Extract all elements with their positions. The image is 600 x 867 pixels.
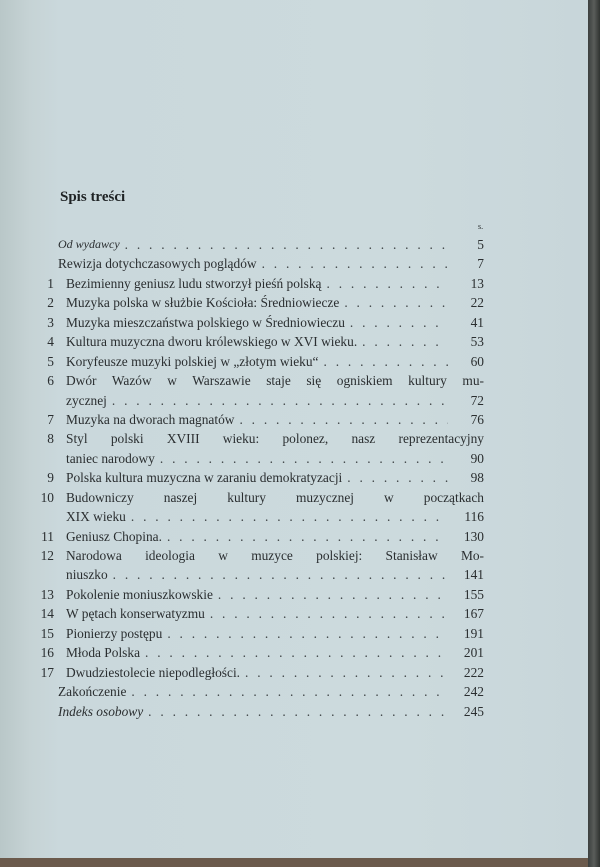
chapter-number: 2 [47, 295, 54, 311]
chapter-number: 3 [47, 314, 54, 330]
page-number: 72 [470, 392, 484, 408]
toc-entry-line [58, 702, 484, 721]
entry-title: XIX wieku [66, 509, 126, 525]
chapter-number: 5 [47, 353, 54, 369]
dot-leader [125, 235, 448, 254]
toc-entry-line [47, 468, 484, 487]
entry-title: Indeks osobowy [58, 703, 144, 719]
chapter-number: 12 [40, 548, 54, 563]
toc-entry-line [58, 507, 484, 526]
chapter-number: 14 [40, 606, 54, 622]
dot-leader [350, 313, 448, 332]
toc-entry-line [58, 235, 484, 254]
page-number: 141 [463, 567, 484, 583]
dot-leader [347, 468, 448, 487]
toc-entry-line [40, 546, 484, 565]
chapter-number: 17 [40, 664, 54, 680]
toc-entry-line [40, 585, 484, 604]
toc-entry-line [58, 254, 484, 273]
page-number: 5 [477, 237, 484, 252]
page-number: 13 [470, 275, 484, 291]
toc-entry-line [47, 429, 484, 448]
page-number: 41 [470, 314, 484, 330]
dot-leader [239, 410, 448, 429]
page-number: 245 [463, 703, 484, 719]
entry-title: Pionierzy postępu [66, 625, 163, 641]
chapter-number: 6 [47, 373, 54, 389]
dot-leader [167, 624, 448, 643]
entry-title: Styl polski XVIII wieku: polonez, nasz reprezentacyjny [66, 431, 484, 447]
dot-leader [131, 682, 448, 701]
page-number: 155 [463, 586, 484, 602]
chapter-number: 9 [47, 470, 54, 486]
entry-title: niuszko [66, 567, 108, 583]
page-number: 53 [470, 334, 484, 350]
dot-leader [160, 449, 448, 468]
toc-entry-line [47, 274, 484, 293]
dot-leader [344, 293, 448, 312]
table-of-contents [40, 235, 484, 721]
toc-entry-line [40, 604, 484, 623]
toc-entry-line [47, 332, 484, 351]
page-number: 22 [470, 295, 484, 311]
chapter-number: 1 [47, 275, 54, 291]
dot-leader [131, 507, 448, 526]
dot-leader [113, 565, 448, 584]
page-number: 130 [463, 528, 484, 544]
entry-title: Młoda Polska [66, 645, 141, 661]
entry-title: Dwór Wazów w Warszawie staje się ogniskiem kultury mu- [66, 373, 484, 389]
page-number: 191 [463, 625, 484, 641]
toc-entry-line [40, 643, 484, 662]
toc-entry-line [47, 313, 484, 332]
toc-entry-line [58, 565, 484, 584]
toc-entry-line [40, 488, 484, 507]
page-number: 60 [470, 353, 484, 369]
page-number: 98 [470, 470, 484, 486]
toc-entry-line [47, 410, 484, 429]
entry-title: Zakończenie [58, 684, 127, 700]
entry-title: Bezimienny geniusz ludu stworzył pieśń polską [66, 275, 322, 291]
toc-entry-line [58, 449, 484, 468]
page-number: 7 [477, 256, 484, 272]
dot-leader [218, 585, 448, 604]
page-number: 167 [463, 606, 484, 622]
entry-title: Budowniczy naszej kultury muzycznej w początkach [66, 489, 484, 505]
entry-title: taniec narodowy [66, 450, 155, 466]
chapter-number: 7 [47, 411, 54, 427]
chapter-number: 8 [47, 431, 54, 447]
chapter-number: 10 [40, 489, 54, 505]
dot-leader [362, 332, 448, 351]
toc-entry-line [47, 293, 484, 312]
dot-leader [148, 702, 448, 721]
toc-entry-line [40, 624, 484, 643]
entry-title: Polska kultura muzyczna w zaraniu demokratyzacji [66, 470, 343, 486]
entry-title: zycznej [66, 392, 107, 408]
entry-title: Pokolenie moniuszkowskie [66, 586, 213, 602]
page-number: 242 [463, 684, 484, 700]
toc-entry-line [40, 663, 484, 682]
toc-entry-line [47, 352, 484, 371]
entry-title: Kultura muzyczna dworu królewskiego w XVI wieku. [66, 334, 358, 350]
entry-title: Od wydawcy [58, 237, 120, 251]
entry-title: Rewizja dotychczasowych poglądów [58, 256, 257, 272]
book-edge [588, 0, 600, 867]
toc-entry-line [47, 371, 484, 390]
toc-entry-line [58, 682, 484, 701]
dot-leader [327, 274, 449, 293]
dot-leader [324, 352, 449, 371]
chapter-number: 11 [41, 528, 54, 544]
entry-title: Geniusz Chopina. [66, 528, 162, 544]
dot-leader [245, 663, 448, 682]
entry-title: Muzyka na dworach magnatów [66, 411, 235, 427]
toc-entry-line [41, 527, 484, 546]
entry-title: W pętach konserwatyzmu [66, 606, 205, 622]
dot-leader [112, 391, 448, 410]
chapter-number: 4 [47, 334, 54, 350]
entry-title: Narodowa ideologia w muzyce polskiej: Stanisław Mo- [66, 548, 484, 563]
dot-leader [210, 604, 448, 623]
dot-leader [262, 254, 448, 273]
toc-entry-line [58, 391, 484, 410]
chapter-number: 13 [40, 586, 54, 602]
entry-title: Dwudziestolecie niepodległości. [66, 664, 241, 680]
chapter-number: 16 [40, 645, 54, 661]
dot-leader [145, 643, 448, 662]
page-number: 76 [470, 411, 484, 427]
page-number: 201 [463, 645, 484, 661]
entry-title: Koryfeusze muzyki polskiej w „złotym wieku“ [66, 353, 319, 369]
entry-title: Muzyka mieszczaństwa polskiego w Średniowieczu [66, 314, 345, 330]
page-number: 116 [464, 509, 484, 525]
toc-title: Spis treści [60, 189, 126, 205]
page-column-label: s. [478, 222, 484, 231]
dot-leader [167, 527, 448, 546]
chapter-number: 15 [40, 625, 54, 641]
entry-title: Muzyka polska w służbie Kościoła: Średniowiecze [66, 295, 340, 311]
page-number: 222 [463, 664, 484, 680]
page-number: 90 [470, 450, 484, 466]
